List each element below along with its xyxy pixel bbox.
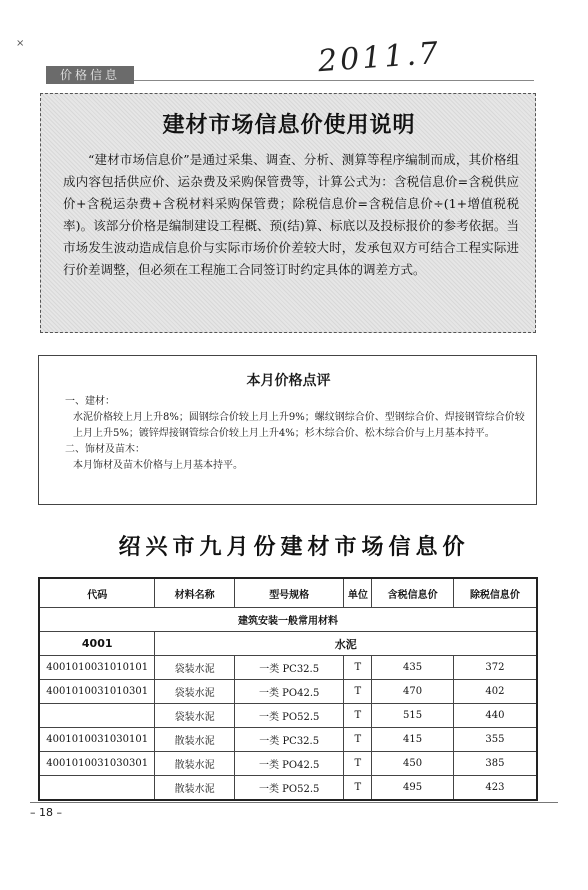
review-section-2-body: 本月饰材及苗木价格与上月基本持平。 [73,460,243,471]
row-unit: T [344,656,372,680]
header-notax-price: 除税信息价 [453,578,537,608]
row-tax-price: 450 [372,752,454,776]
row-spec: 一类 PO52.5 [234,776,344,801]
table-row [39,728,537,752]
row-name: 袋装水泥 [155,656,235,680]
monthly-review-body [49,394,527,474]
row-code [39,704,155,728]
header-spec: 型号规格 [234,578,344,608]
row-name: 袋装水泥 [155,680,235,704]
row-tax-price: 515 [372,704,454,728]
monthly-review-box [38,355,537,505]
row-spec: 一类 PO52.5 [234,704,344,728]
header-tax-price: 含税信息价 [372,578,454,608]
review-section-1-heading: 一、建材： [65,396,115,407]
header-code: 代码 [39,578,155,608]
row-spec: 一类 PO42.5 [234,752,344,776]
row-code [39,776,155,801]
table-row [39,656,537,680]
page-number: – 18 – [30,806,62,819]
usage-notes-box [40,93,536,333]
row-notax-price: 385 [453,752,537,776]
header-material-name: 材料名称 [155,578,235,608]
row-spec: 一类 PC32.5 [234,728,344,752]
usage-notes-title: 建材市场信息价使用说明 [162,113,416,138]
section-tab: 价格信息 [46,66,134,84]
table-row [39,704,537,728]
row-unit: T [344,776,372,801]
row-code: 4001010031030301 [39,752,155,776]
row-unit: T [344,752,372,776]
review-section-2-heading: 二、饰材及苗木： [65,444,145,455]
row-unit: T [344,680,372,704]
review-section-1-body: 水泥价格较上月上升8%；圆钢综合价较上月上升9%；螺纹钢综合价、型钢综合价、焊接钢管综合价较上月上升5%；镀锌焊接钢管综合价较上月上升4%；杉木综合价、松木综合价与上月基本持平。 [73,412,525,439]
header-unit: 单位 [344,578,372,608]
row-tax-price: 470 [372,680,454,704]
category-row [39,632,537,656]
row-name: 散装水泥 [155,776,235,801]
category-code: 4001 [39,632,155,656]
usage-notes-body: “建材市场信息价”是通过采集、调查、分析、测算等程序编制而成，其价格组成内容包括供应价、运杂费及采购保管费等，计算公式为：含税信息价=含税供应价+含税运杂费+含税材料采购保管费；除税信息价=含税信息价÷(1+增值税税率)。该部分价格是编制建设工程概、预(结)算、标底以及投标报价的参考依据。当市场发生波动造成信息价与实际市场价价差较大时，发承包双方可结合工程实际进行价差调整，但必须在工程施工合同签订时约定具体的调差方式。 [63,152,519,277]
row-name: 散装水泥 [155,752,235,776]
corner-mark: × [16,38,25,49]
row-code: 4001010031010301 [39,680,155,704]
monthly-review-title: 本月价格点评 [246,373,331,389]
main-title: 绍兴市九月份建材市场信息价 [118,535,470,560]
row-notax-price: 372 [453,656,537,680]
row-tax-price: 435 [372,656,454,680]
table-row [39,752,537,776]
category-name: 水泥 [155,632,537,656]
row-notax-price: 423 [453,776,537,801]
row-name: 袋装水泥 [155,704,235,728]
group-label: 建筑安装一般常用材料 [39,608,537,632]
row-tax-price: 415 [372,728,454,752]
table-header-row [39,578,537,608]
row-unit: T [344,704,372,728]
table-row [39,680,537,704]
row-unit: T [344,728,372,752]
handwritten-date: 2011.7 [316,35,443,80]
header-rule [134,80,534,81]
row-notax-price: 402 [453,680,537,704]
row-spec: 一类 PC32.5 [234,656,344,680]
row-code: 4001010031010101 [39,656,155,680]
group-row [39,608,537,632]
footer-rule [30,802,558,803]
price-table [38,577,538,801]
row-notax-price: 440 [453,704,537,728]
row-tax-price: 495 [372,776,454,801]
table-row [39,776,537,801]
row-name: 散装水泥 [155,728,235,752]
row-notax-price: 355 [453,728,537,752]
row-code: 4001010031030101 [39,728,155,752]
row-spec: 一类 PO42.5 [234,680,344,704]
